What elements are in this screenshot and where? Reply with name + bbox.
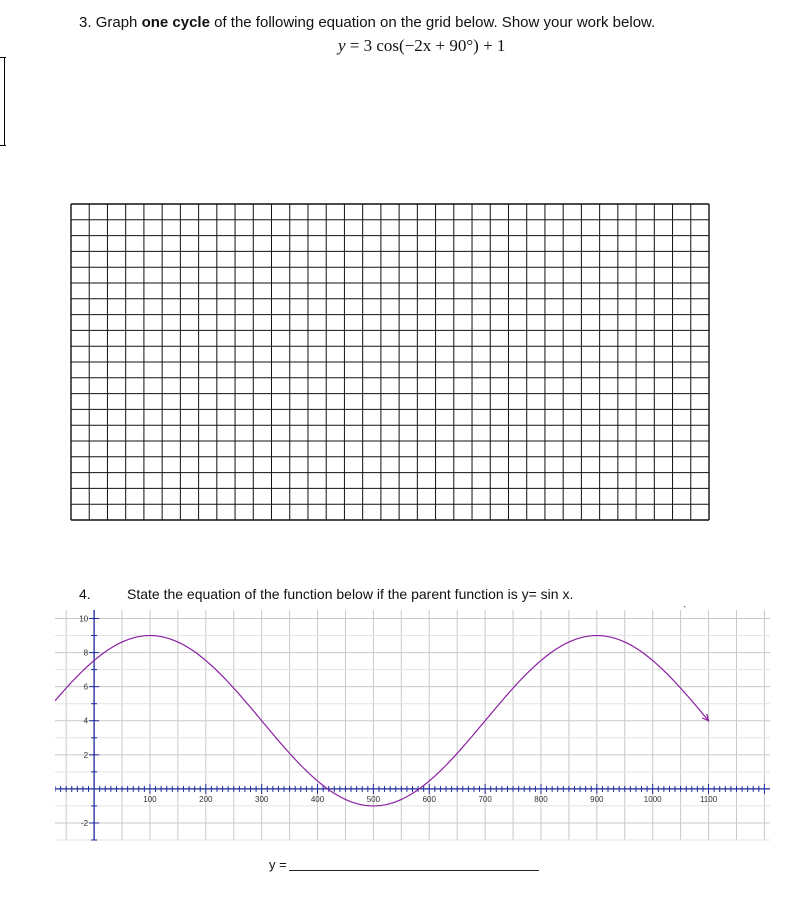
margin-mark-bottom bbox=[0, 145, 6, 146]
x-tick-label: 1100 bbox=[699, 794, 718, 804]
question-3-suffix: of the following equation on the grid below. Show your work below. bbox=[214, 14, 656, 31]
x-tick-label: 700 bbox=[478, 794, 492, 804]
x-tick-label: 400 bbox=[310, 794, 325, 804]
stray-mark: ˴ bbox=[683, 601, 687, 612]
x-tick-label: 500 bbox=[366, 794, 381, 804]
x-tick-label: 1000 bbox=[643, 794, 662, 804]
y-tick-label: -2 bbox=[80, 818, 89, 828]
y-tick-label: 4 bbox=[83, 716, 89, 726]
question-3-number: 3. bbox=[79, 14, 92, 31]
margin-line bbox=[4, 57, 5, 145]
question-3-bold: one cycle bbox=[141, 14, 210, 31]
y-tick-label: 2 bbox=[83, 750, 89, 760]
x-tick-label: 100 bbox=[143, 794, 157, 804]
x-tick-label: 900 bbox=[590, 794, 604, 804]
blank-graph-grid[interactable] bbox=[70, 203, 710, 521]
question-3-prompt bbox=[79, 14, 655, 31]
equation-rhs: = 3 cos(−2x + 90°) + 1 bbox=[345, 36, 506, 55]
answer-label: y = bbox=[269, 857, 287, 872]
margin-mark-top bbox=[0, 57, 6, 58]
sinusoid-graph bbox=[55, 610, 775, 842]
question-4-prompt: State the equation of the function below if the parent function is y= sin x. bbox=[127, 586, 574, 602]
y-tick-label: 10 bbox=[79, 614, 89, 624]
x-tick-label: 300 bbox=[255, 794, 269, 804]
x-tick-label: 600 bbox=[422, 794, 436, 804]
y-tick-label: 8 bbox=[83, 648, 89, 658]
x-tick-label: 200 bbox=[199, 794, 213, 804]
equation-lhs: y bbox=[338, 36, 346, 55]
question-3-prefix: Graph bbox=[95, 14, 138, 31]
question-4-number: 4. bbox=[79, 586, 91, 602]
answer-blank[interactable] bbox=[289, 870, 539, 871]
question-3-equation bbox=[338, 36, 505, 56]
x-tick-label: 800 bbox=[534, 794, 548, 804]
y-tick-label: 6 bbox=[83, 682, 89, 692]
